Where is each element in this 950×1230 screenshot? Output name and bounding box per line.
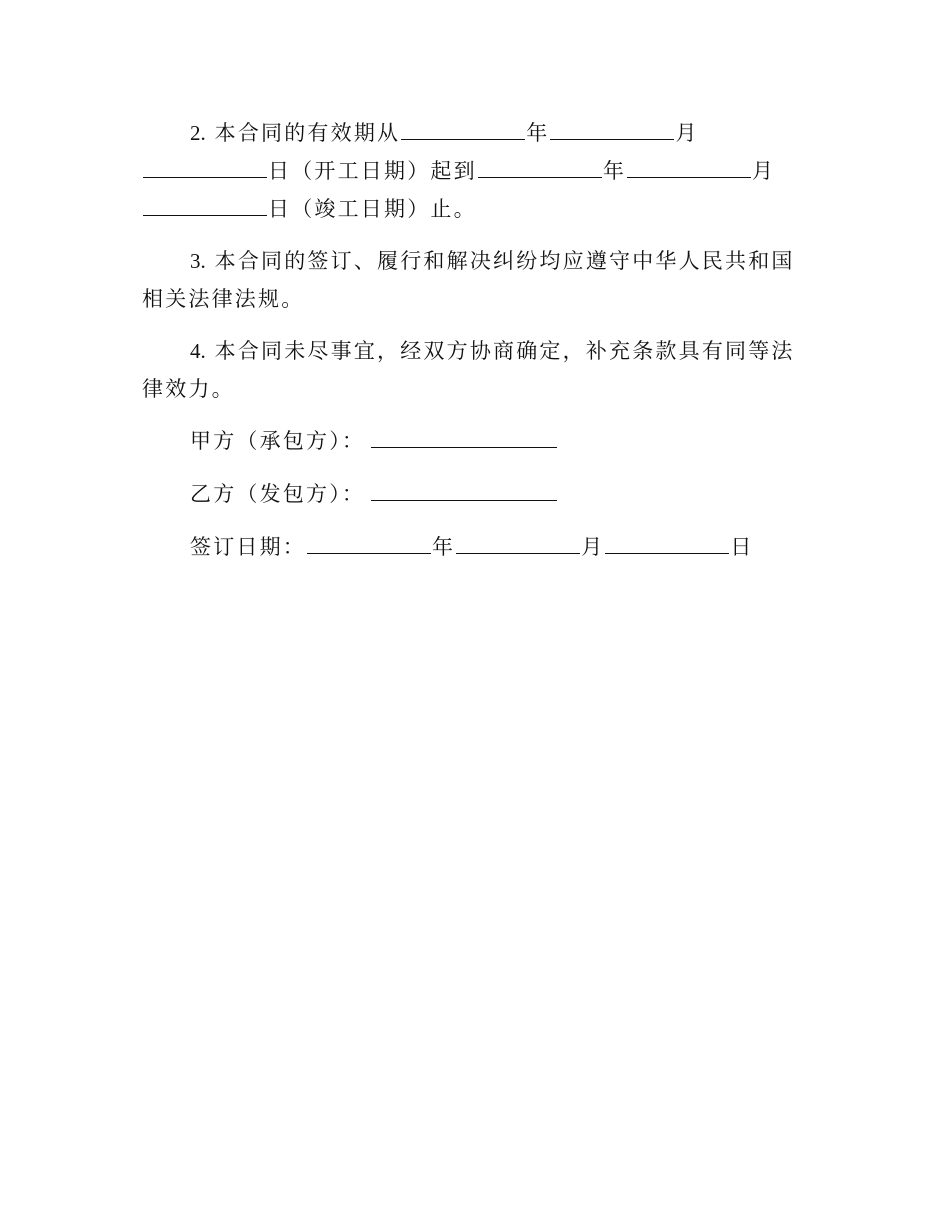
signing-date-line <box>190 528 754 566</box>
clause-text: 本合同未尽事宜，经双方协商确定，补充条款具有同等法律效力。 <box>142 339 795 401</box>
clause-3-governing-law <box>142 242 812 318</box>
start-day-blank[interactable] <box>143 155 267 178</box>
sign-year-blank[interactable] <box>307 531 431 554</box>
start-month-blank[interactable] <box>550 117 674 140</box>
signing-date-label: 签订日期： <box>190 535 306 559</box>
end-year-blank[interactable] <box>478 155 602 178</box>
start-day-text: 日（开工日期）起到 <box>268 159 477 183</box>
clause-text: 本合同的签订、履行和解决纠纷均应遵守中华人民共和国相关法律法规。 <box>142 249 795 311</box>
month-unit: 月 <box>581 535 605 559</box>
year-unit: 年 <box>432 535 456 559</box>
clause-number: 3. <box>190 249 206 273</box>
clause-4-supplementary <box>142 332 812 408</box>
sign-day-blank[interactable] <box>605 531 729 554</box>
end-month-blank[interactable] <box>627 155 751 178</box>
sign-month-blank[interactable] <box>456 531 580 554</box>
clause-2-validity-period <box>142 114 812 228</box>
end-day-text: 日（竣工日期）止。 <box>268 197 477 221</box>
month-unit: 月 <box>752 159 776 183</box>
party-b-signature-line <box>190 475 557 513</box>
party-a-signature-blank[interactable] <box>371 425 557 448</box>
clause-number: 4. <box>190 339 206 363</box>
year-unit: 年 <box>526 121 550 145</box>
day-unit: 日 <box>730 535 754 559</box>
end-day-blank[interactable] <box>143 193 267 216</box>
year-unit: 年 <box>602 159 627 183</box>
start-year-blank[interactable] <box>401 117 525 140</box>
month-unit: 月 <box>675 121 699 145</box>
party-b-signature-blank[interactable] <box>371 478 557 501</box>
clause-text: 本合同的有效期从 <box>205 121 401 145</box>
party-a-signature-line <box>190 422 557 460</box>
clause-number: 2. <box>190 121 206 145</box>
party-a-label: 甲方（承包方）： <box>190 429 366 453</box>
party-b-label: 乙方（发包方）： <box>190 482 366 506</box>
